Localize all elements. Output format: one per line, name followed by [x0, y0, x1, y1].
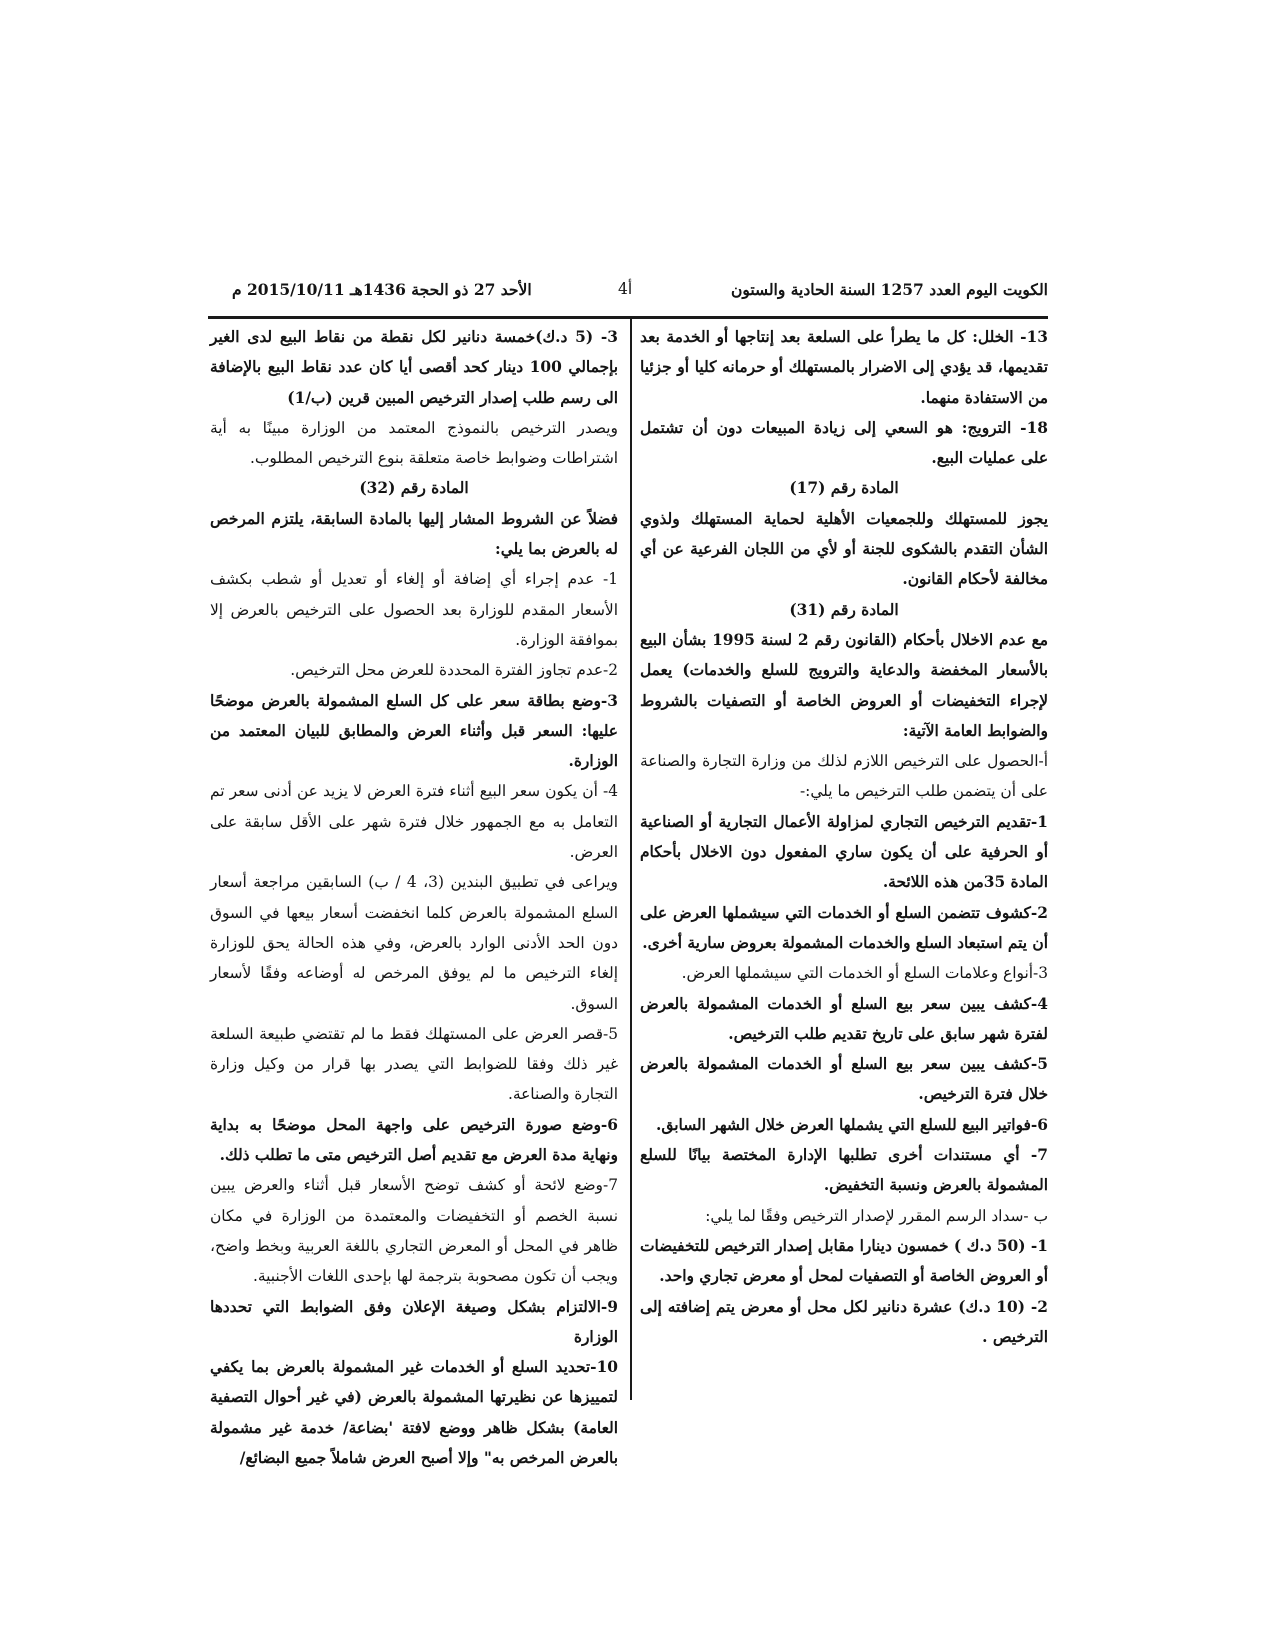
definition-18: 18- الترويج: هو السعي إلى زيادة المبيعات دون أن تشتمل على عمليات البيع.: [640, 418, 1048, 468]
clause-a-item-5: 5-كشف يبين سعر بيع السلع أو الخدمات المشمولة بالعرض خلال فترة الترخيص.: [640, 1055, 1048, 1104]
issue-date: الأحد 27 ذو الحجة 1436هـ 2015/10/11 م: [232, 280, 532, 299]
obligation-10: 10-تحديد السلع أو الخدمات غير المشمولة بالعرض بما يكفي لتمييزها عن نظيرتها المشمولة بالعرض (في غير أحوال التصفية العامة) بشكل ظاهر ووضع لافتة 'بضاعة/ خدمة غير مشمولة بالعرض المرخص به" وإلا أصبح العرض شاملاً جميع البضائع/: [210, 1358, 618, 1467]
obligation-9: 9-الالتزام بشكل وصيغة الإعلان وفق الضوابط التي تحددها الوزارة: [210, 1297, 618, 1346]
header-rule: [208, 316, 1048, 319]
clause-a-item-4: 4-كشف يبين سعر بيع السلع أو الخدمات المشمولة بالعرض لفترة شهر سابق على تاريخ تقديم طلب الترخيص.: [640, 994, 1048, 1043]
article-31-intro: مع عدم الاخلال بأحكام (القانون رقم 2 لسنة 1995 بشأن البيع بالأسعار المخفضة والدعاية والترويج للسلع والخدمات) يعمل لإجراء التخفيضات أو العروض الخاصة أو التصفيات بالشروط والضوابط العامة الآتية:: [640, 630, 1049, 740]
clause-b-item-1: 1- (50 د.ك ) خمسون دينارا مقابل إصدار الترخيص للتخفيضات أو العروض الخاصة أو التصفيات لمحل أو معرض تجاري واحد.: [639, 1236, 1048, 1286]
clause-a-item-2: 2-كشوف تتضمن السلع أو الخدمات التي سيشملها العرض على أن يتم استبعاد السلع والخدمات المشمولة بعروض سارية أخرى.: [640, 903, 1048, 952]
obligation-4: 4- أن يكون سعر البيع أثناء فترة العرض لا يزيد عن أدنى سعر تم التعامل به مع الجمهور خلال فترة شهر على الأقل سابقة على العرض.: [210, 782, 618, 862]
article-17-text: يجوز للمستهلك وللجمعيات الأهلية لحماية المستهلك ولذوي الشأن التقدم بالشكوى للجنة أو لأي من اللجان الفرعية عن أي مخالفة لأحكام القانون.: [640, 509, 1048, 589]
column-divider: [630, 319, 632, 1400]
clause-b-item-2: 2- (10 د.ك) عشرة دنانير لكل محل أو معرض يتم إضافته إلى الترخيص .: [640, 1297, 1048, 1346]
obligation-6: 6-وضع صورة الترخيص على واجهة المحل موضحًا به بداية ونهاية مدة العرض مع تقديم أصل الترخيص متى ما تطلب ذلك.: [210, 1115, 618, 1165]
clause-a-item-6: 6-فواتير البيع للسلع التي يشملها العرض خلال الشهر السابق.: [656, 1115, 1048, 1134]
page-header: [208, 274, 1048, 314]
article-heading-31: المادة رقم (31): [789, 600, 899, 619]
left-column: [210, 322, 618, 1473]
article-32-intro: فضلاً عن الشروط المشار إليها بالمادة السابقة، يلتزم المرخص له بالعرض بما يلي:: [210, 509, 618, 559]
definition-13: 13- الخلل: كل ما يطرأ على السلعة بعد إنتاجها أو الخدمة بعد تقديمها، قد يؤدي إلى الاضرار بالمستهلك أو حرمانه كليا أو جزئيا من الاستفادة منهما.: [640, 328, 1048, 407]
price-review-note: ويراعى في تطبيق البندين (3، 4 / ب) السابقين مراجعة أسعار السلع المشمولة بالعرض كلما انخفضت أسعار بيعها في السوق دون الحد الأدنى الوارد بالعرض، وفي هذه الحالة يحق للوزارة إلغاء الترخيص ما لم يوفق المرخص له أوضاعه وفقًا لأسعار السوق.: [210, 873, 618, 1013]
article-heading-32: المادة رقم (32): [359, 479, 469, 498]
clause-a-item-7: 7- أي مستندات أخرى تطلبها الإدارة المختصة بيانًا للسلع المشمولة بالعرض ونسبة التخفيض.: [640, 1146, 1048, 1195]
obligation-3: 3-وضع بطاقة سعر على كل السلع المشمولة بالعرض موضحًا عليها: السعر قبل وأثناء العرض والمطابق للبيان المعتمد من الوزارة.: [210, 691, 618, 771]
page-number: 4أ: [618, 280, 633, 298]
obligation-2: 2-عدم تجاوز الفترة المحددة للعرض محل الترخيص.: [290, 661, 618, 680]
article-heading-17: المادة رقم (17): [789, 479, 899, 498]
license-issuance-note: ويصدر الترخيص بالنموذج المعتمد من الوزارة مبينًا به أية اشتراطات وضوابط خاصة متعلقة بنوع الترخيص المطلوب.: [210, 418, 618, 468]
publication-title: الكويت اليوم العدد 1257 السنة الحادية والستون: [730, 280, 1048, 299]
clause-b-item-3: 3- (5 د.ك)خمسة دنانير لكل نقطة من نقاط البيع لدى الغير بإجمالي 100 دينار كحد أقصى أيا كان عدد نقاط البيع بالإضافة الى رسم طلب إصدار الترخيص المبين قرين (ب/1): [210, 328, 619, 407]
obligation-1: 1- عدم إجراء أي إضافة أو إلغاء أو تعديل أو شطب بكشف الأسعار المقدم للوزارة بعد الحصول على الترخيص بالعرض إلا بموافقة الوزارة.: [210, 570, 618, 649]
obligation-7: 7-وضع لائحة أو كشف توضح الأسعار قبل أثناء والعرض يبين نسبة الخصم أو التخفيضات والمعتمدة من الوزارة في مكان ظاهر في المحل أو المعرض التجاري باللغة العربية وبخط واضح، ويجب أن تكون مصحوبة بترجمة لها بإحدى اللغات الأجنبية.: [210, 1176, 618, 1286]
clause-a-item-1: 1-تقديم الترخيص التجاري لمزاولة الأعمال التجارية أو الصناعية أو الحرفية على أن يكون ساري المفعول دون الاخلال بأحكام المادة 35من هذه اللائحة.: [640, 812, 1048, 892]
clause-b: ب -سداد الرسم المقرر لإصدار الترخيص وفقًا لما يلي:: [705, 1206, 1048, 1225]
clause-a: أ-الحصول على الترخيص اللازم لذلك من وزارة التجارة والصناعة على أن يتضمن طلب الترخيص ما يلي:-: [640, 752, 1048, 801]
clause-a-item-3: 3-أنواع وعلامات السلع أو الخدمات التي سيشملها العرض.: [681, 964, 1048, 983]
obligation-5: 5-قصر العرض على المستهلك فقط ما لم تقتضي طبيعة السلعة غير ذلك وفقا للضوابط التي يصدر بها قرار من وكيل وزارة التجارة والصناعة.: [210, 1024, 618, 1104]
right-column: [640, 322, 1048, 1352]
